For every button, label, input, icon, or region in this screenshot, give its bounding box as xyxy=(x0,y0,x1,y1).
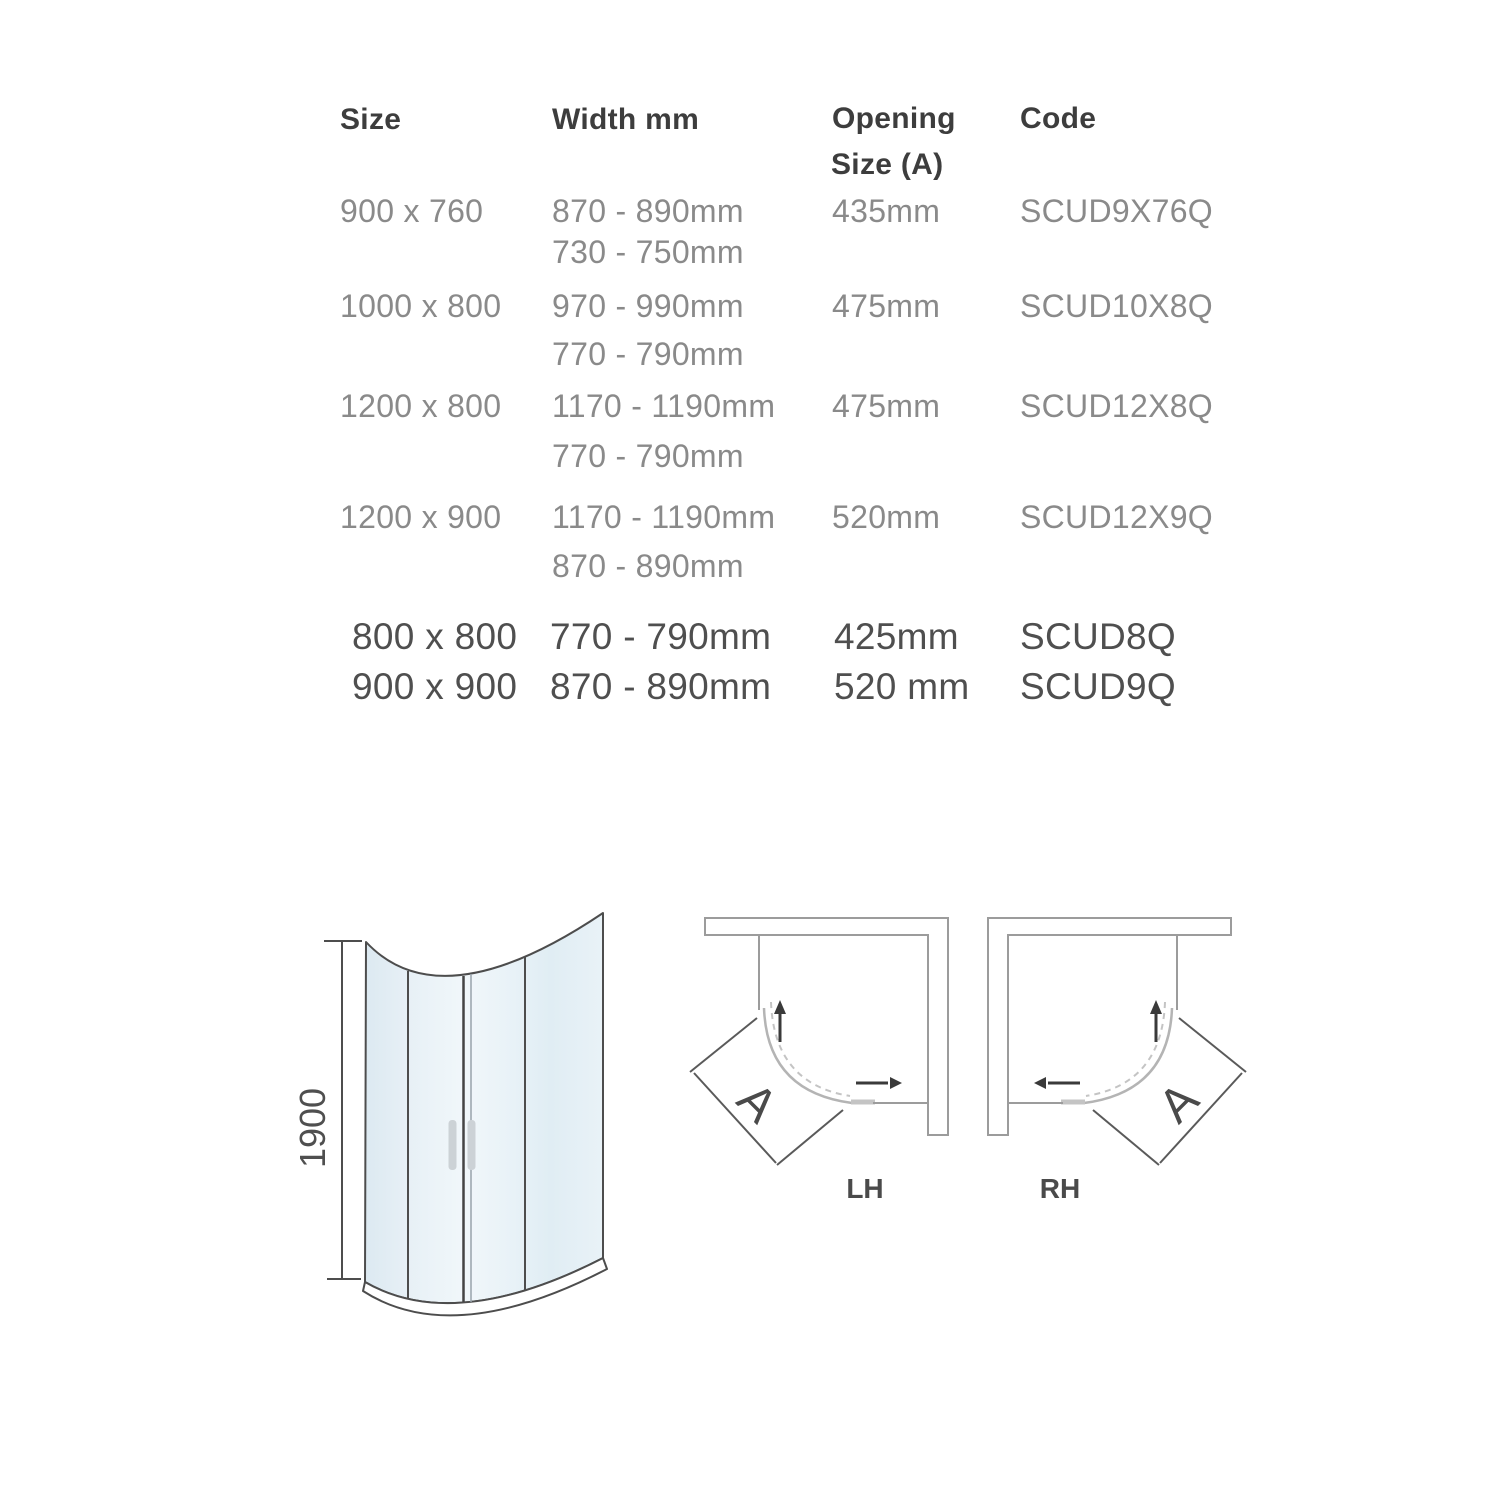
glass-panel-body xyxy=(365,913,603,1303)
column-header-code: Code xyxy=(1020,102,1097,135)
size-value: 1200 x 800 xyxy=(340,388,502,424)
opening-dimension-tick xyxy=(1179,1018,1246,1072)
door-travel-dashed-curve xyxy=(771,1002,850,1096)
door-travel-dashed-curve xyxy=(1086,1002,1165,1096)
opening-value: 475mm xyxy=(832,388,941,424)
enclosure-front-view-diagram xyxy=(230,898,630,1348)
opening-value: 520 mm xyxy=(834,666,970,707)
width-value: 870 - 890mm xyxy=(552,193,744,229)
opening-value: 475mm xyxy=(832,288,941,324)
rh-label: RH xyxy=(1039,1173,1081,1204)
code-value: SCUD9Q xyxy=(1020,666,1176,707)
opening-dimension-label: A xyxy=(1148,1072,1210,1134)
height-dimension-label: 1900 xyxy=(292,1087,333,1169)
size-value: 1200 x 900 xyxy=(340,499,502,535)
column-header-opening-line2: Size (A) xyxy=(831,148,944,181)
width-value: 970 - 990mm xyxy=(552,288,744,324)
size-value: 900 x 760 xyxy=(340,193,484,229)
code-value: SCUD12X9Q xyxy=(1020,499,1213,535)
size-value: 800 x 800 xyxy=(352,616,518,657)
width-value: 1170 - 1190mm xyxy=(552,499,776,535)
column-header-opening-line1: Opening xyxy=(832,102,956,135)
code-value: SCUD8Q xyxy=(1020,616,1176,657)
up-arrow-head xyxy=(774,1000,786,1014)
opening-value: 425mm xyxy=(834,616,959,657)
opening-value: 435mm xyxy=(832,193,941,229)
opening-dimension-tick xyxy=(777,1110,843,1165)
opening-value: 520mm xyxy=(832,499,941,535)
code-value: SCUD9X76Q xyxy=(1020,193,1213,229)
right-arrow-head xyxy=(890,1077,902,1089)
width-value: 870 - 890mm xyxy=(550,666,772,707)
width-value: 770 - 790mm xyxy=(552,336,744,372)
width-value: 1170 - 1190mm xyxy=(552,388,776,424)
width-value: 870 - 890mm xyxy=(552,548,744,584)
width-value: 770 - 790mm xyxy=(552,438,744,474)
width-value: 730 - 750mm xyxy=(552,234,744,270)
door-handle xyxy=(449,1120,457,1170)
plan-view-lh-diagram xyxy=(680,900,980,1220)
code-value: SCUD12X8Q xyxy=(1020,388,1213,424)
up-arrow-head xyxy=(1150,1000,1162,1014)
column-header-width: Width mm xyxy=(552,103,700,136)
size-value: 900 x 900 xyxy=(352,666,518,707)
column-header-size: Size xyxy=(340,103,402,136)
lh-label: LH xyxy=(846,1173,884,1204)
width-value: 770 - 790mm xyxy=(550,616,772,657)
opening-dimension-tick xyxy=(1093,1110,1159,1165)
door-handle xyxy=(468,1120,476,1170)
plan-view-rh-diagram xyxy=(980,900,1280,1220)
opening-dimension-tick xyxy=(690,1018,757,1072)
size-value: 1000 x 800 xyxy=(340,288,502,324)
code-value: SCUD10X8Q xyxy=(1020,288,1213,324)
left-arrow-head xyxy=(1034,1077,1046,1089)
opening-dimension-label: A xyxy=(726,1072,788,1134)
